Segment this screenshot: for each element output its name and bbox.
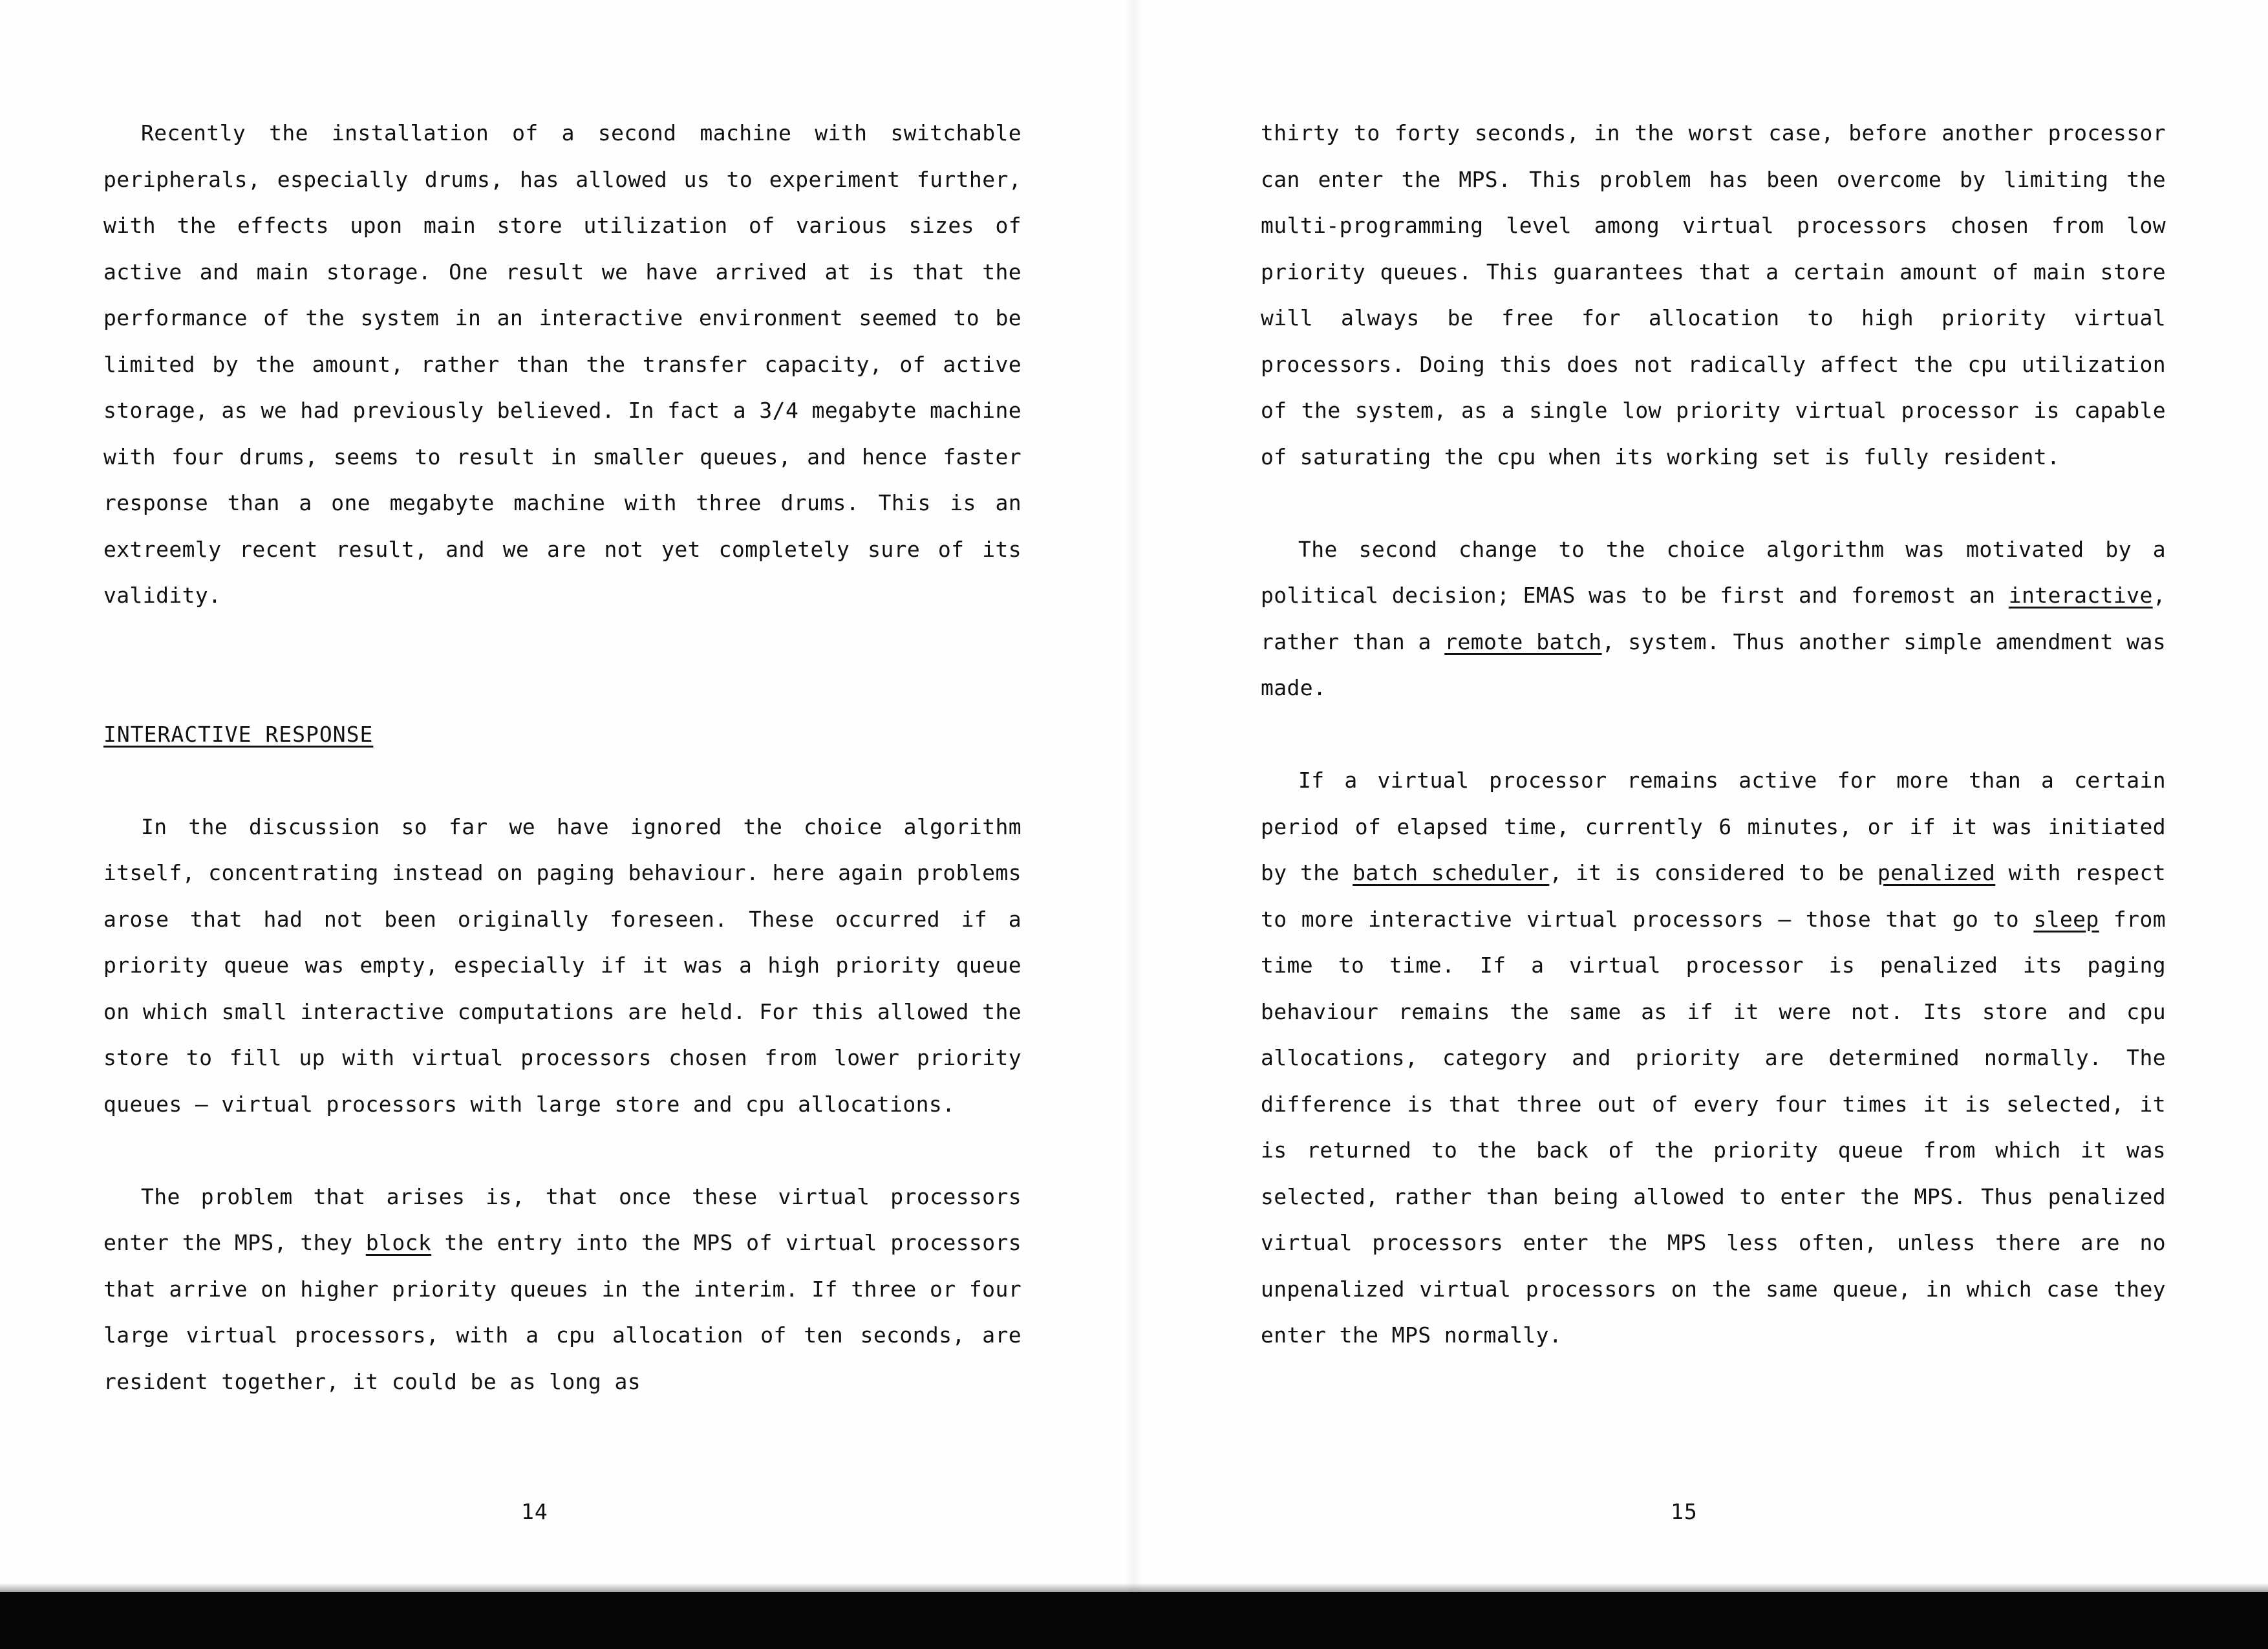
book-gutter — [1125, 0, 1143, 1599]
paragraph-block-problem — [103, 1174, 1022, 1405]
underlined-term-batch-scheduler: batch scheduler — [1353, 860, 1550, 885]
paragraph-second-machine: Recently the installation of a second machine with switchable peripherals, especially drums, has allowed us to experiment further, with the effects upon main store utilization of various sizes of active and main storage. One result we have arrived at is that the performance of the system in an interactive environment seemed to be limited by the amount, rather than the transfer capacity, of active storage, as we had previously believed. In fact a 3/4 megabyte machine with four drums, seems to result in smaller queues, and hence faster response than a one megabyte machine with three drums. This is an extreemly recent result, and we are not yet completely sure of its validity. — [103, 120, 1022, 608]
text-run: The problem that arises is, that once these virtual processors enter the MPS, they — [103, 1183, 1022, 1255]
text-run: from time to time. If a virtual processor is penalized its paging behaviour remains the same as if it were not. Its store and cpu allocations, category and priority are determined normally. The difference is that three out of every four times it is selected, it is returned to the back of the priority queue from which it was selected, rather than being allowed to enter the MPS. Thus penalized virtual processors enter the MPS less often, unless there are no unpenalized virtual processors on the same queue, in which case they enter the MPS normally. — [1261, 906, 2166, 1348]
paragraph-penalized — [1261, 757, 2166, 1359]
section-heading-interactive-response: INTERACTIVE RESPONSE — [103, 721, 374, 747]
text-run: If a virtual processor remains active for more than a certain period of elapsed time, currently 6 minutes, or if it was initiated by the — [1261, 768, 2166, 885]
left-page-text — [103, 110, 1022, 1451]
page-number-right: 15 — [1671, 1499, 1698, 1524]
underlined-term-penalized: penalized — [1877, 860, 1996, 885]
paragraph-choice-algorithm: In the discussion so far we have ignored the choice algorithm itself, concentrating instead on paging behaviour. here again problems arose that had not been originally foreseen. These occurred if a priority queue was empty, especially if it was a high priority queue on which small interactive computations are held. For this allowed the store to fill up with virtual processors chosen from lower priority queues – virtual processors with large store and cpu allocations. — [103, 814, 1022, 1117]
text-run: , system. Thus another simple amendment was made. — [1261, 629, 2166, 700]
paragraph-multiprogramming: thirty to forty seconds, in the worst case, before another processor can enter the MPS. This problem has been overcome by limiting the multi-programming level among virtual processors chosen from low priority queues. This guarantees that a certain amount of main store will always be free for allocation to high priority virtual processors. Doing this does not radically affect the cpu utilization of the system, as a single low priority virtual processor is capable of saturating the cpu when its working set is fully resident. — [1261, 120, 2166, 469]
paragraph-political-decision — [1261, 526, 2166, 711]
underlined-term-remote-batch: remote batch — [1444, 629, 1602, 654]
text-run: , it is considered to be — [1549, 860, 1878, 885]
text-run: the entry into the MPS of virtual processors that arrive on higher priority queues in the interim. If three or four large virtual processors, with a cpu allocation of ten seconds, are resident together, it could be as long as — [103, 1230, 1022, 1394]
underlined-term-sleep: sleep — [2033, 906, 2099, 932]
text-run: , rather than a — [1261, 583, 2166, 654]
right-page-text — [1261, 110, 2166, 1405]
text-run: The second change to the choice algorithm was motivated by a political decision; EMAS was to be first and foremost an — [1261, 536, 2166, 608]
page-number-left: 14 — [521, 1499, 548, 1524]
underlined-term-block: block — [365, 1230, 432, 1255]
underlined-term-interactive: interactive — [2008, 583, 2153, 608]
text-run: with respect to more interactive virtual processors – those that go to — [1261, 860, 2166, 932]
scan-bottom-edge — [0, 1592, 2268, 1649]
